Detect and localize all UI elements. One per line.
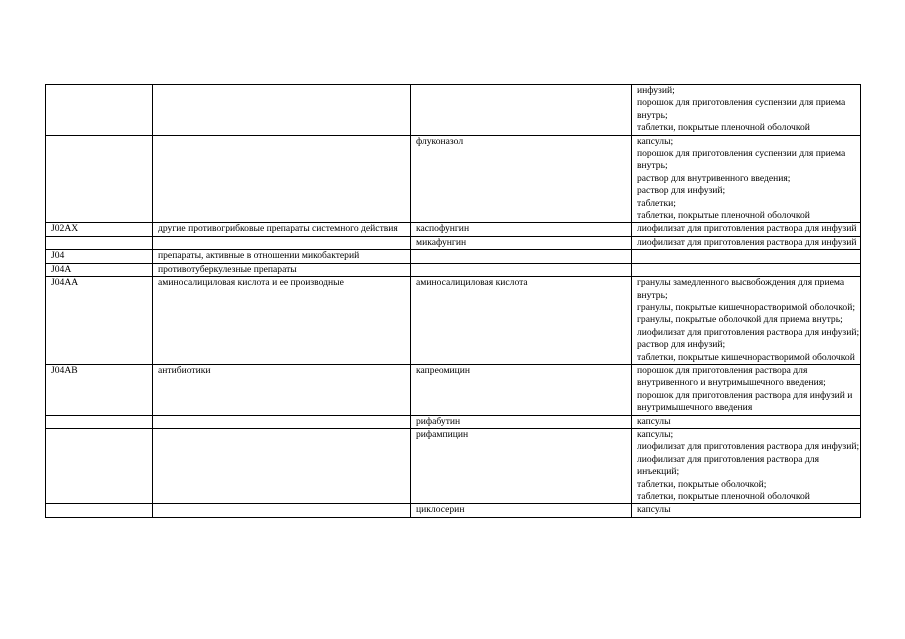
dosage-form: таблетки, покрытые кишечнорастворимой оболочкой [637, 351, 855, 363]
dosage-form: гранулы, покрытые оболочкой для приема внутрь; [637, 314, 843, 326]
atc-code-cell: J04 [46, 250, 153, 263]
group-name-cell [153, 428, 411, 503]
table-row [46, 364, 861, 415]
dosage-form: лиофилизат для приготовления раствора для инфузий [637, 223, 857, 235]
dosage-forms-cell [632, 364, 861, 415]
dosage-form: лиофилизат для приготовления раствора для инфузий [637, 236, 857, 248]
table-row [46, 135, 861, 223]
dosage-form: порошок для приготовления раствора для внутривенного и внутримышечного введения; [637, 364, 826, 389]
group-name-cell [153, 504, 411, 517]
atc-code-cell [46, 85, 153, 136]
atc-code-cell: J02AX [46, 223, 153, 236]
dosage-form: раствор для инфузий; [637, 339, 726, 351]
dosage-form: таблетки, покрытые пленочной оболочкой [637, 210, 810, 222]
drug-name-cell: микафунгин [411, 236, 632, 249]
group-name-cell [153, 135, 411, 223]
table-row [46, 85, 861, 136]
dosage-form: гранулы замедленного высвобождения для приема внутрь; [637, 277, 845, 301]
table-row [46, 415, 861, 428]
dosage-form: капсулы; [637, 135, 674, 147]
group-name-cell: препараты, активные в отношении микобактерий [153, 250, 411, 263]
drug-name-cell: циклосерин [411, 504, 632, 517]
group-name-cell: другие противогрибковые препараты системного действия [153, 223, 411, 236]
group-name-cell [153, 85, 411, 136]
drug-name-cell [411, 263, 632, 276]
drug-name-cell: капреомицин [411, 364, 632, 415]
group-name-cell: аминосалициловая кислота и ее производные [153, 277, 411, 365]
dosage-form: таблетки, покрытые пленочной оболочкой [637, 122, 810, 134]
drug-name-cell: флуконазол [411, 135, 632, 223]
dosage-forms-cell [632, 135, 861, 223]
dosage-forms-cell [632, 250, 861, 263]
atc-code-cell: J04AB [46, 364, 153, 415]
table-row [46, 223, 861, 236]
atc-code-cell [46, 415, 153, 428]
group-name-cell [153, 415, 411, 428]
atc-code-cell [46, 428, 153, 503]
dosage-forms-cell [632, 428, 861, 503]
table-row [46, 236, 861, 249]
group-name-cell: антибиотики [153, 364, 411, 415]
drug-name-cell [411, 250, 632, 263]
dosage-form: гранулы, покрытые кишечнорастворимой оболочкой; [637, 301, 855, 313]
drug-name-cell: рифабутин [411, 415, 632, 428]
dosage-form: инфузий; [637, 85, 675, 96]
dosage-forms-cell [632, 263, 861, 276]
dosage-forms-cell [632, 415, 861, 428]
drug-name-cell: рифампицин [411, 428, 632, 503]
atc-code-cell [46, 236, 153, 249]
drug-table [45, 84, 861, 518]
dosage-form: порошок для приготовления суспензии для приема внутрь; [637, 97, 846, 121]
drug-name-cell: аминосалициловая кислота [411, 277, 632, 365]
group-name-cell [153, 236, 411, 249]
dosage-form: раствор для инфузий; [637, 185, 726, 197]
dosage-form: лиофилизат для приготовления раствора для инъекций; [637, 453, 819, 478]
dosage-form: капсулы [637, 504, 671, 516]
table-row [46, 277, 861, 365]
drug-name-cell: каспофунгин [411, 223, 632, 236]
dosage-forms-cell [632, 504, 861, 517]
dosage-forms-cell [632, 236, 861, 249]
dosage-form: порошок для приготовления суспензии для приема внутрь; [637, 148, 846, 172]
dosage-forms-cell [632, 277, 861, 365]
dosage-form: капсулы [637, 415, 671, 427]
atc-code-cell [46, 135, 153, 223]
drug-table-body [46, 85, 861, 518]
table-row [46, 250, 861, 263]
dosage-form: лиофилизат для приготовления раствора для инфузий; [637, 326, 860, 338]
dosage-forms-cell [632, 223, 861, 236]
dosage-form: таблетки; [637, 197, 676, 209]
table-row [46, 263, 861, 276]
dosage-form: капсулы; [637, 428, 674, 440]
dosage-forms-cell [632, 85, 861, 136]
atc-code-cell: J04AA [46, 277, 153, 365]
atc-code-cell: J04A [46, 263, 153, 276]
dosage-form: раствор для внутривенного введения; [637, 172, 791, 184]
atc-code-cell [46, 504, 153, 517]
dosage-form: лиофилизат для приготовления раствора для инфузий; [637, 441, 860, 453]
drug-name-cell [411, 85, 632, 136]
dosage-form: таблетки, покрытые пленочной оболочкой [637, 491, 810, 502]
dosage-form: таблетки, покрытые оболочкой; [637, 478, 767, 490]
group-name-cell: противотуберкулезные препараты [153, 263, 411, 276]
table-row [46, 428, 861, 503]
table-row [46, 504, 861, 517]
dosage-form: порошок для приготовления раствора для инфузий и внутримышечного введения [637, 389, 853, 414]
